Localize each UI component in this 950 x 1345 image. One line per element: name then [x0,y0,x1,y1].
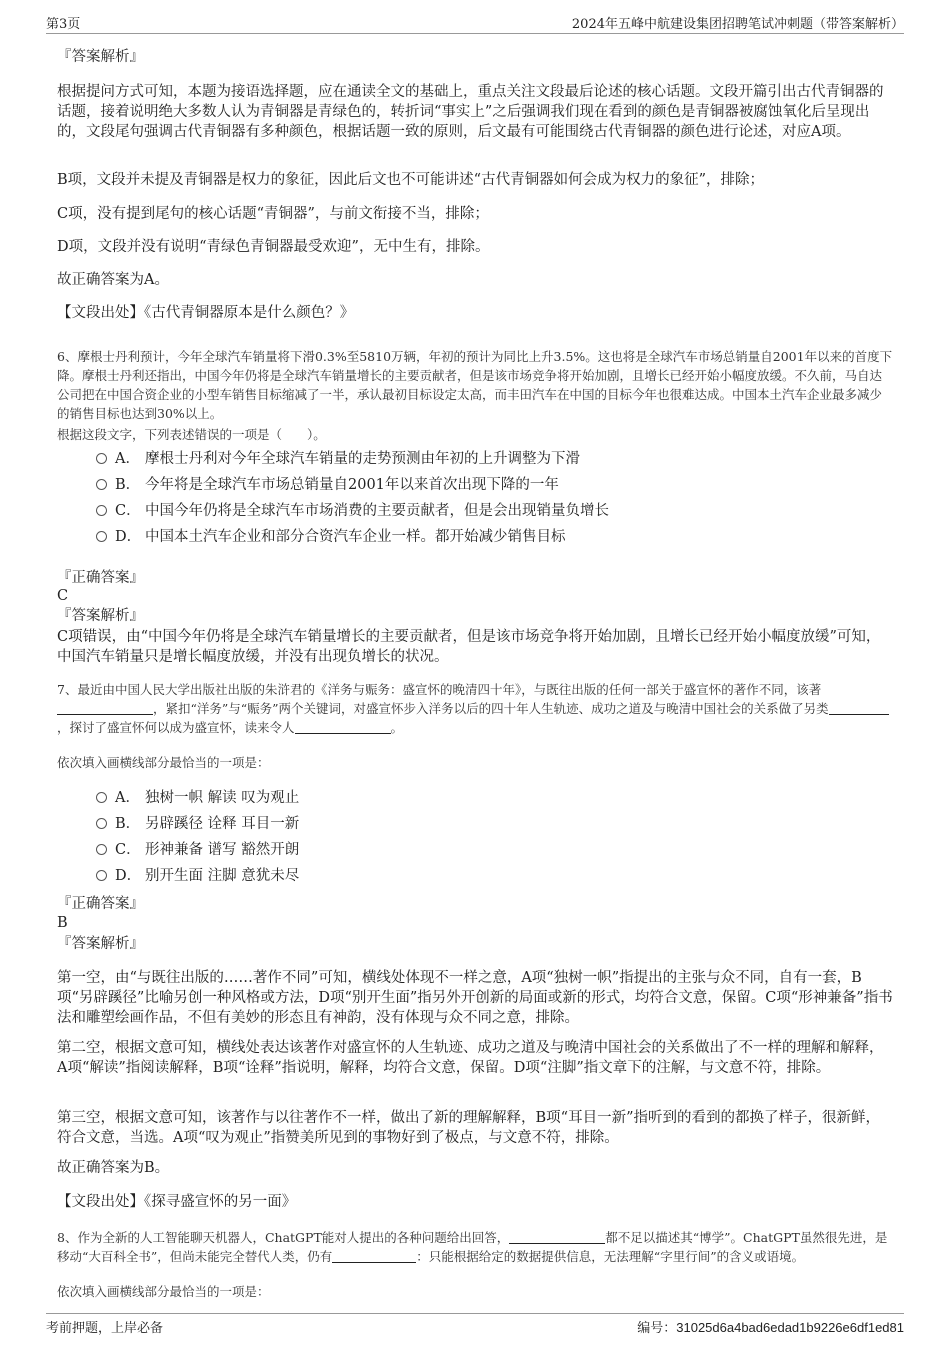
q7-analysis-heading: 『答案解析』 [57,936,144,952]
option-key: C． [115,842,141,858]
radio-icon[interactable] [96,844,107,855]
fill-blank-1 [57,701,153,715]
q7-analysis-paragraph-2: 第二空，根据文意可知，横线处表达该著作对盛宣怀的人生轨迹、成功之道及与晚清中国社会的关系做出了不一样的理解和解释，A项“解读”指阅读解释，B项“诠释”指说明，解释，均符合文意，保留。D项“注脚”指文章下的注解，与文意不符，排除。 [57,1040,884,1076]
option-text: 中国本土汽车企业和部分合资汽车企业一样。都开始减少销售目标 [145,529,566,545]
q7-stem: 7、最近由中国人民大学出版社出版的朱浒君的《洋务与赈务：盛宣怀的晚清四十年》，与既往出版的任何一部关于盛宣怀的著作不同，该著，紧扣“洋务”与“赈务”两个关键词，对盛宣怀步入洋务以后的四十年人生轨迹、成功之道及与晚清中国社会的关系做了另类，探讨了盛宣怀何以成为盛宣怀，读来令人 。 [57,680,893,737]
option-text: 摩根士丹利对今年全球汽车销量的走势预测由年初的上升调整为下滑 [145,451,580,467]
option-key: A． [115,451,140,467]
page-number: 第3页 [46,17,81,32]
q5-conclusion: 故正确答案为A。 [57,272,169,288]
option-text: 今年将是全球汽车市场总销量自2001年以来首次出现下降的一年 [145,477,559,493]
q7-analysis-paragraph-3: 第三空，根据文意可知，该著作与以往著作不一样，做出了新的理解解释，B项“耳目一新”指听到的看到的都换了样子，很新鲜，符合文意，当选。A项“叹为观止”指赞美所见到的事物好到了极点，与文意不符，排除。 [57,1110,880,1146]
q6-answer-heading: 『正确答案』 [57,570,144,586]
q8-stem: 8、作为全新的人工智能聊天机器人，ChatGPT能对人提出的各种问题给出回答， 都不足以描述其“博学”。ChatGPT虽然很先进，是移动“大百科全书”，但尚未能完全替代人类，仍有 ：只能根据给定的数据提供信息，无法理解“字里行间”的含义或语境。 [57,1230,888,1264]
fill-blank-2 [829,701,889,715]
q7-question: 依次填入画横线部分最恰当的一项是： [57,755,270,770]
option-key: B． [115,816,141,832]
q6-analysis: C项错误，由“中国今年仍将是全球汽车销量增长的主要贡献者，但是该市场竞争将开始加剧，且增长已经开始小幅度放缓”可知，中国汽车销量只是增长幅度放缓，并没有出现负增长的状况。 [57,629,881,665]
option-key: C． [115,503,141,519]
option-key: A． [115,790,140,806]
q6-question: 根据这段文字，下列表述错误的一项是（ ）。 [57,427,326,442]
document-title: 2024年五峰中航建设集团招聘笔试冲刺题（带答案解析） [571,17,904,32]
fill-blank-3 [295,720,391,734]
footer-slogan: 考前押题，上岸必备 [46,1321,164,1336]
radio-icon[interactable] [96,479,107,490]
q6-option-d[interactable] [96,527,566,547]
option-key: D． [115,529,142,545]
q5-analysis-paragraph: 根据提问方式可知，本题为接语选择题，应在通读全文的基础上，重点关注文段最后论述的核心话题。文段开篇引出古代青铜器的话题，接着说明绝大多数人认为青铜器是青绿色的，转折词“事实上”之后强调我们现在看到的颜色是青铜器被腐蚀氧化后呈现出的，文段尾句强调古代青铜器有多种颜色，根据话题一致的原则，后文最有可能围绕古代青铜器的颜色进行论述，对应A项。 [57,84,884,140]
q6-option-a[interactable] [96,449,580,469]
q8-question: 依次填入画横线部分最恰当的一项是： [57,1284,270,1299]
q7-answer: B [57,915,68,931]
page-header [46,11,904,34]
q7-source: 【文段出处】《探寻盛宣怀的另一面》 [57,1194,297,1210]
q5-analysis-option-c: C项，没有提到尾句的核心话题“青铜器”，与前文衔接不当，排除； [57,206,489,222]
fill-blank-1 [509,1230,605,1244]
q7-analysis-paragraph-1: 第一空，由“与既往出版的……著作不同”可知，横线处体现不一样之意，A项“独树一帜”指提出的主张与众不同，自有一套，B项“另辟蹊径”比喻另创一种风格或方法，D项“别开生面”指另外开创新的局面或新的形式，均符合文意，保留。C项“形神兼备”指书法和雕塑绘画作品，不但有美妙的形态且有神韵，没有体现与众不同之意，排除。 [57,970,893,1026]
page-footer [46,1313,904,1338]
q7-option-d[interactable] [96,866,299,886]
q7-conclusion: 故正确答案为B。 [57,1160,170,1176]
q5-analysis-heading: 『答案解析』 [57,49,144,65]
q5-analysis-option-d: D项，文段并没有说明“青绿色青铜器最受欢迎”，无中生有，排除。 [57,239,490,255]
radio-icon[interactable] [96,453,107,464]
q7-option-b[interactable] [96,814,299,834]
radio-icon[interactable] [96,870,107,881]
q7-answer-heading: 『正确答案』 [57,896,144,912]
option-text: 形神兼备 谱写 豁然开朗 [145,842,300,858]
fill-blank-2 [332,1249,416,1263]
q6-answer: C [57,588,69,604]
radio-icon[interactable] [96,818,107,829]
radio-icon[interactable] [96,505,107,516]
option-text: 另辟蹊径 诠释 耳目一新 [145,816,300,832]
option-text: 独树一帜 解读 叹为观止 [145,790,300,806]
q6-analysis-heading: 『答案解析』 [57,608,144,624]
option-text: 别开生面 注脚 意犹未尽 [145,868,300,884]
document-code: 编号：31025d6a4bad6edad1b9226e6df1ed81 [637,1320,904,1335]
radio-icon[interactable] [96,531,107,542]
q6-option-b[interactable] [96,475,559,495]
option-key: B． [115,477,141,493]
radio-icon[interactable] [96,792,107,803]
option-text: 中国今年仍将是全球汽车市场消费的主要贡献者，但是会出现销量负增长 [145,503,609,519]
q7-option-a[interactable] [96,788,299,808]
q6-stem: 6、摩根士丹利预计，今年全球汽车销量将下滑0.3%至5810万辆，年初的预计为同比上升3.5%。这也将是全球汽车市场总销量自2001年以来的首度下降。摩根士丹利还指出，中国今年仍将是全球汽车销量增长的主要贡献者，但是该市场竞争将开始加剧，且增长已经开始小幅度放缓。不久前，马自达公司把在中国合资企业的小型车销售目标缩减了一半，承认最初目标设定太高，而丰田汽车在中国的目标今年也很难达成。中国本土汽车企业最多减少的销售目标也达到30%以上。 [57,349,893,421]
q5-analysis-option-b: B项，文段并未提及青铜器是权力的象征，因此后文也不可能讲述“古代青铜器如何会成为权力的象征”，排除； [57,172,764,188]
option-key: D． [115,868,142,884]
q5-source: 【文段出处】《古代青铜器原本是什么颜色？》 [57,305,355,321]
q6-option-c[interactable] [96,501,609,521]
q7-option-c[interactable] [96,840,299,860]
